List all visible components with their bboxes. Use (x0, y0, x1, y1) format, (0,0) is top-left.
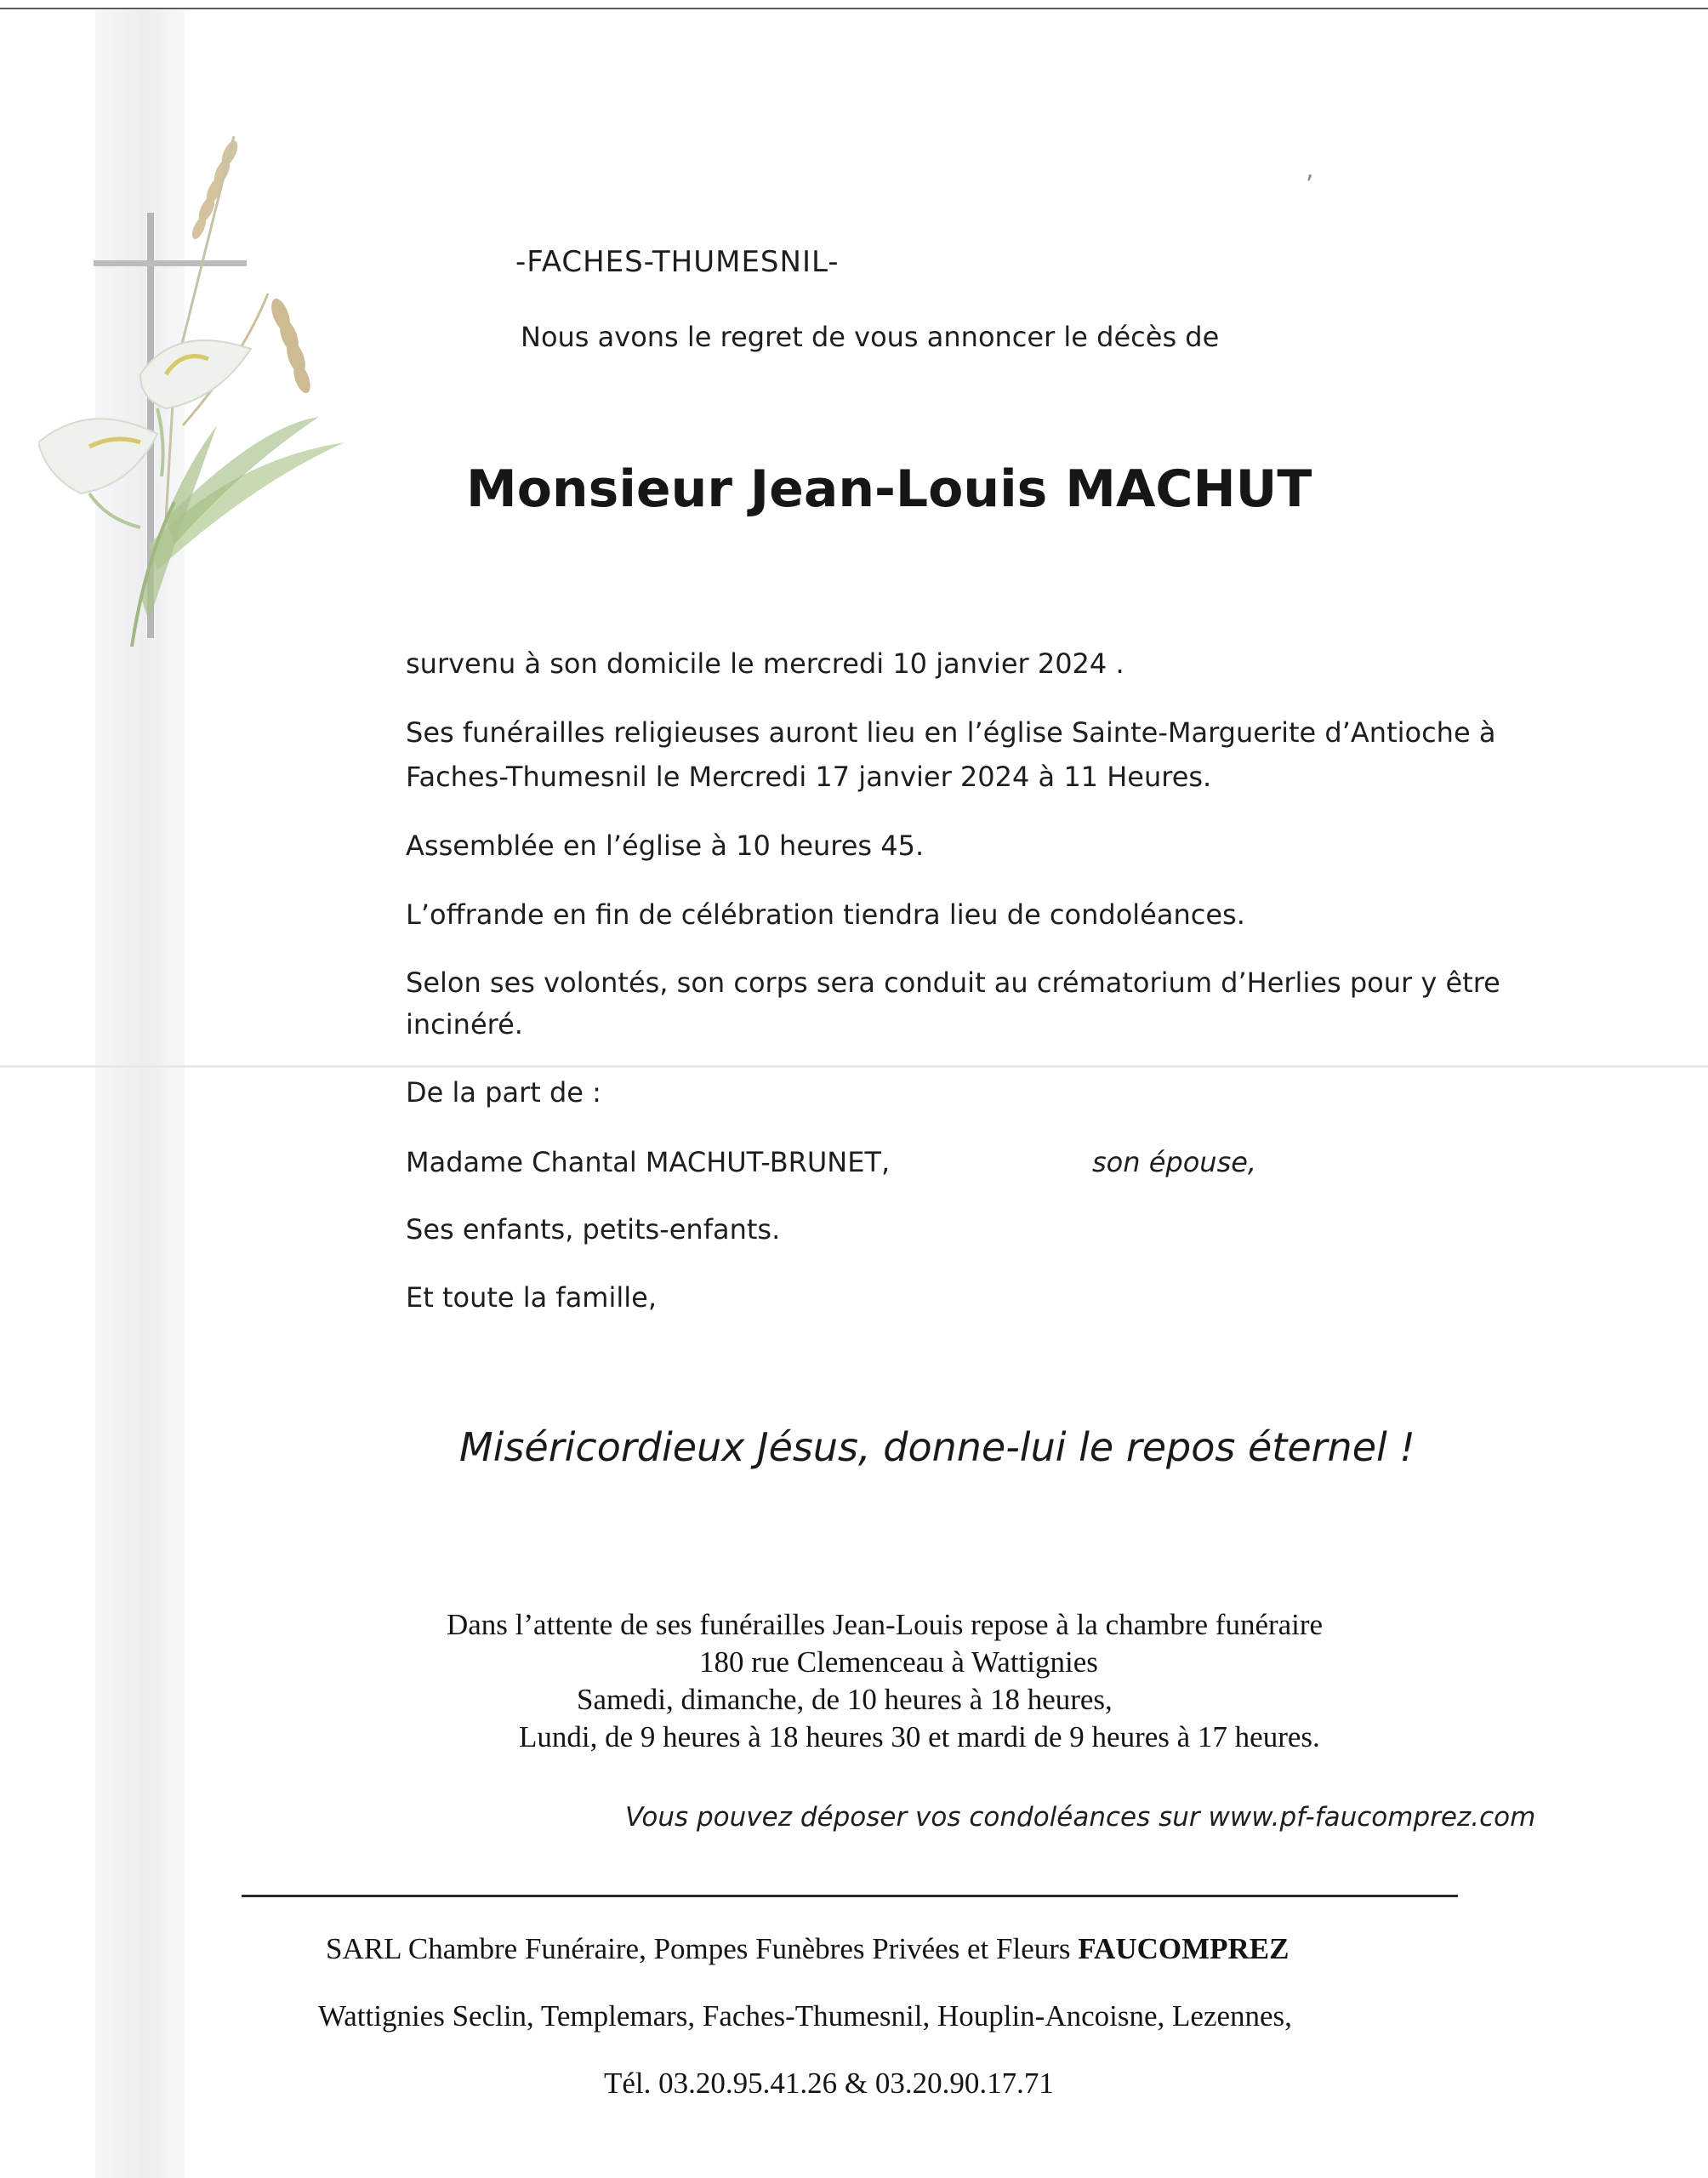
prayer-line: Miséricordieux Jésus, donne-lui le repos éternel ! (459, 1424, 1415, 1470)
paper-fold-line (0, 1065, 1708, 1068)
deceased-name: Monsieur Jean-Louis MACHUT (466, 459, 1312, 519)
town-heading: -FACHES-THUMESNIL- (515, 245, 840, 279)
intro-text: Nous avons le regret de vous annoncer le décès de (521, 321, 1220, 353)
spouse-name: Madame Chantal MACHUT-BRUNET, (406, 1146, 891, 1178)
assembly-time-line: Assemblée en l’église à 10 heures 45. (406, 830, 925, 862)
wake-line-1: Dans l’attente de ses funérailles Jean-Louis repose à la chambre funéraire (447, 1608, 1324, 1641)
cremation-line: Selon ses volontés, son corps sera conduit au crématorium d’Herlies pour y être (406, 966, 1500, 999)
wake-hours-weekend: Samedi, dimanche, de 10 heures à 18 heures, (577, 1683, 1113, 1716)
from-label: De la part de : (406, 1076, 601, 1109)
children-line: Ses enfants, petits-enfants. (406, 1213, 781, 1246)
spouse-role: son épouse, (1092, 1146, 1257, 1178)
company-name: FAUCOMPREZ (1078, 1932, 1290, 1965)
family-line: Et toute la famille, (406, 1281, 657, 1314)
cross-lily-wheat-icon (38, 119, 362, 681)
offering-line: L’offrande en fin de célébration tiendra lieu de condoléances. (406, 898, 1245, 931)
death-date-line: survenu à son domicile le mercredi 10 janvier 2024 . (406, 647, 1124, 680)
condolences-website-line: Vous pouvez déposer vos condoléances sur www.pf-faucomprez.com (625, 1802, 1536, 1833)
funeral-location-line: Ses funérailles religieuses auront lieu en l’église Sainte-Marguerite d’Antioche à (406, 716, 1496, 749)
footer-divider (242, 1895, 1458, 1897)
wake-address: 180 rue Clemenceau à Wattignies (699, 1645, 1098, 1679)
cremation-line-end: incinéré. (406, 1008, 523, 1041)
top-edge-line (0, 8, 1708, 9)
company-description: SARL Chambre Funéraire, Pompes Funèbres Privées et Fleurs (326, 1932, 1079, 1965)
paper-mark: , (1306, 155, 1314, 185)
company-towns: Wattignies Seclin, Templemars, Faches-Thumesnil, Houplin-Ancoisne, Lezennes, (318, 1999, 1292, 2033)
company-phone: Tél. 03.20.95.41.26 & 03.20.90.17.71 (604, 2067, 1054, 2100)
wake-hours-week: Lundi, de 9 heures à 18 heures 30 et mardi de 9 heures à 17 heures. (519, 1720, 1320, 1753)
funeral-date-line: Faches-Thumesnil le Mercredi 17 janvier 2024 à 11 Heures. (406, 761, 1212, 793)
company-line (326, 1934, 1289, 1964)
